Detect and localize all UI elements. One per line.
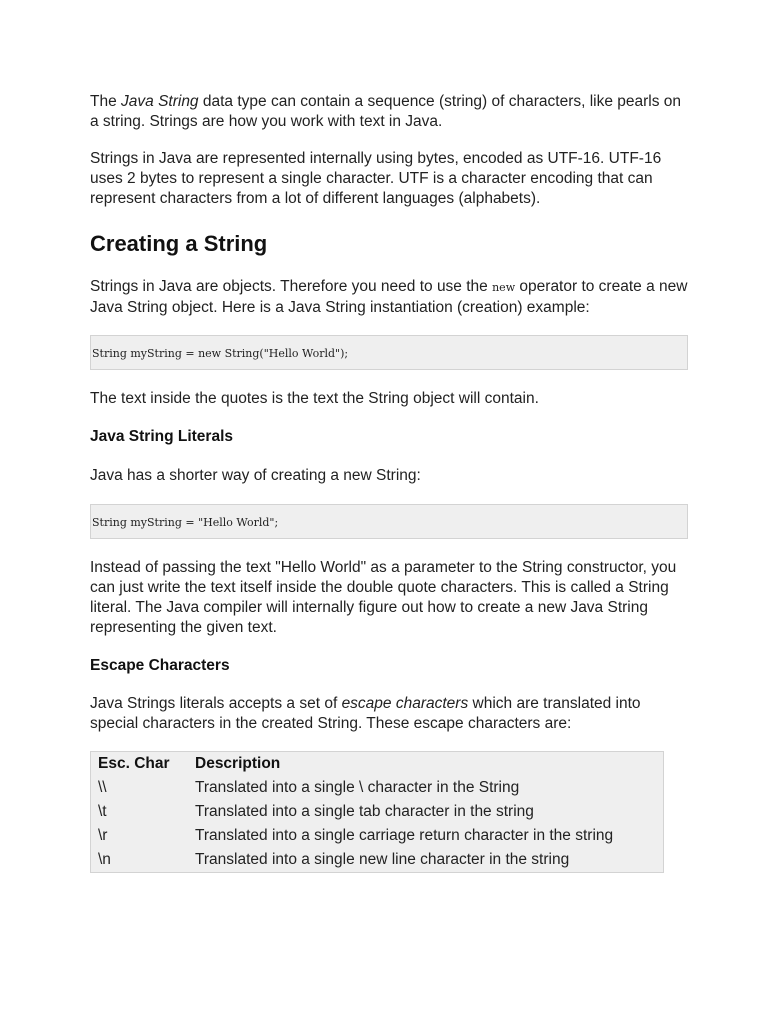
escape-emphasis: escape characters	[341, 695, 469, 712]
literals-heading: Java String Literals	[90, 428, 234, 445]
intro-text-1: The	[90, 93, 122, 110]
creating-paragraph	[90, 277, 690, 318]
table-header-esc-char: Esc. Char	[98, 755, 170, 772]
escape-text-2: which are translated into special characters in the created String. These escape characters are:	[90, 695, 641, 732]
code-block-new-string	[90, 335, 688, 370]
table-cell-description: Translated into a single new line character in the string	[195, 851, 570, 868]
code-block-literal	[90, 504, 688, 539]
creating-string-heading: Creating a String	[90, 231, 268, 256]
literal-explanation-paragraph: Instead of passing the text "Hello World" as a parameter to the String constructor, you can just write the text itself inside the double quote characters. This is called a String literal. The Java compiler will internally figure out how to create a new Java String representing the given text.	[90, 559, 677, 636]
table-row	[91, 824, 664, 848]
code-line: String myString = "Hello World";	[92, 516, 279, 529]
table-cell-esc-char: \t	[98, 803, 107, 820]
table-cell-description: Translated into a single tab character in the string	[195, 803, 534, 820]
table-row	[91, 800, 664, 824]
escape-characters-table	[90, 751, 664, 873]
table-row	[91, 848, 664, 873]
after-code-paragraph: The text inside the quotes is the text the String object will contain.	[90, 390, 539, 407]
table-header-description: Description	[195, 755, 281, 772]
code-line: String myString = new String("Hello World");	[92, 347, 349, 360]
table-cell-esc-char: \n	[98, 851, 111, 868]
intro-emphasis: Java String	[121, 93, 199, 110]
table-cell-esc-char: \r	[98, 827, 108, 844]
literals-paragraph: Java has a shorter way of creating a new String:	[90, 467, 421, 484]
table-cell-description: Translated into a single \ character in the String	[195, 779, 520, 796]
creating-text-2: operator to create a new Java String object. Here is a Java String instantiation (creation) example:	[90, 278, 688, 316]
escape-text-1: Java Strings literals accepts a set of	[90, 695, 342, 712]
intro-paragraph	[90, 92, 690, 132]
creating-text-1: Strings in Java are objects. Therefore you need to use the	[90, 278, 493, 295]
inline-code-new: new	[492, 281, 516, 294]
table-cell-description: Translated into a single carriage return character in the string	[195, 827, 614, 844]
escape-paragraph	[90, 694, 690, 734]
table-row	[91, 776, 664, 800]
table-header-row	[91, 752, 664, 777]
document-page	[90, 92, 690, 873]
intro-text-2: data type can contain a sequence (string) of characters, like pearls on a string. Strings are how you work with text in Java.	[90, 93, 682, 130]
table-cell-esc-char: \\	[98, 779, 107, 796]
utf16-paragraph: Strings in Java are represented internally using bytes, encoded as UTF-16. UTF-16 uses 2 bytes to represent a single character. UTF is a character encoding that can represent characters from a lot of different languages (alphabets).	[90, 150, 662, 207]
escape-heading: Escape Characters	[90, 657, 230, 674]
